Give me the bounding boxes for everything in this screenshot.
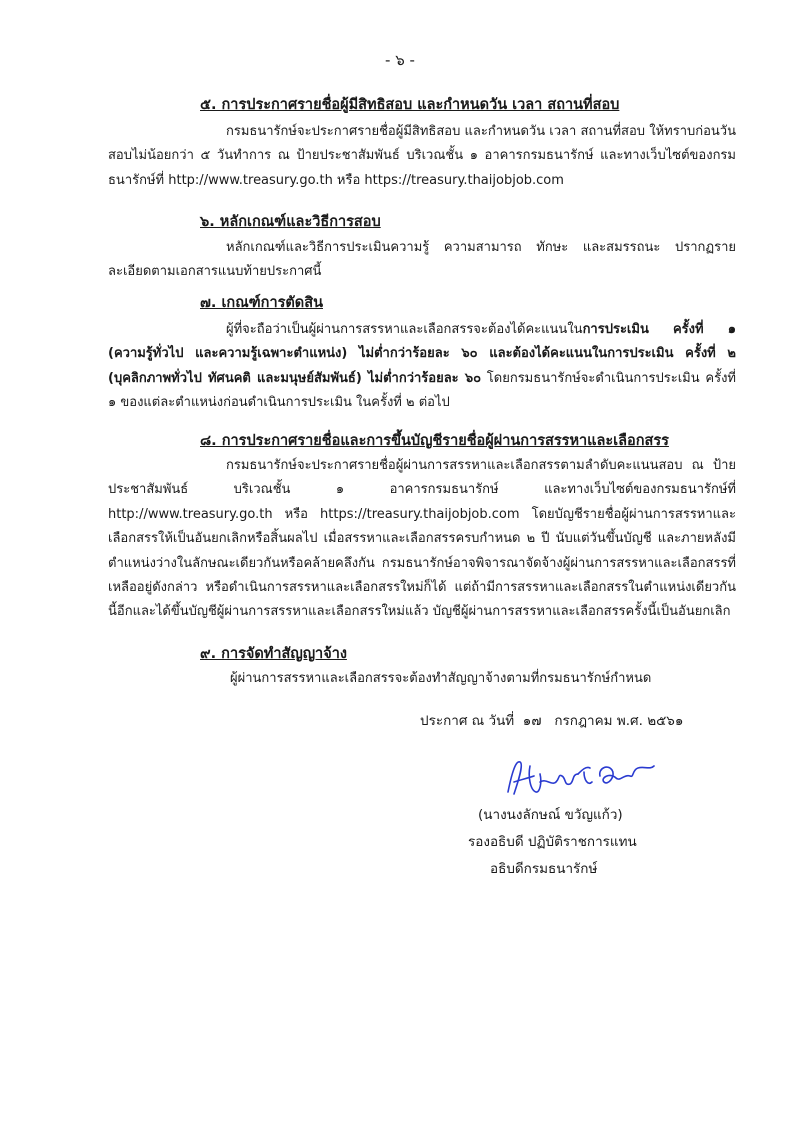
page-number: - ๖ - <box>385 51 415 69</box>
section-6-body: หลักเกณฑ์และวิธีการประเมินความรู้ ความสามารถ ทักษะ และสมรรถนะ ปรากฏรายละเอียดตามเอกสารแนบท้ายประกาศนี้ <box>108 240 736 280</box>
signer-position: รองอธิบดี ปฏิบัติราชการแทน <box>468 834 637 850</box>
section-7-criteria: การประเมิน ครั้งที่ ๑ (ความรู้ทั่วไป และความรู้เฉพาะตำแหน่ง) ไม่ต่ำกว่าร้อยละ ๖๐ และต้องได้คะแนนในการประเมิน ครั้งที่ ๒ (บุคลิกภาพทั่วไป ทัศนคติ และมนุษย์สัมพันธ์) ไม่ต่ำกว่าร้อยละ ๖๐ <box>108 322 736 386</box>
section-8-body: กรมธนารักษ์จะประกาศรายชื่อผู้ผ่านการสรรหาและเลือกสรรตามลำดับคะแนนสอบ ณ ป้ายประชาสัมพันธ์ บริเวณชั้น ๑ อาคารกรมธนารักษ์ และทางเว็บไซต์ของกรมธนารักษ์ที่ http://www.treasury.go.th หรือ https://treasury.thaijobjob.com โดยบัญชีรายชื่อผู้ผ่านการสรรหาและเลือกสรรให้เป็นอันยกเลิกหรือสิ้นผลไป เมื่อสรรหาและเลือกสรรครบกำหนด ๒ ปี นับแต่วันขึ้นบัญชี และภายหลังมีตำแหน่งว่างในลักษณะเดียวกันหรือคล้ายคลึงกัน กรมธนารักษ์อาจพิจารณาจัดจ้างผู้ผ่านการสรรหาและเลือกสรรที่เหลืออยู่ดังกล่าว หรือดำเนินการสรรหาและเลือกสรรใหม่ก็ได้ แต่ถ้ามีการสรรหาและเลือกสรรในตำแหน่งเดียวกันนี้อีกและได้ขึ้นบัญชีผู้ผ่านการสรรหาและเลือกสรรใหม่แล้ว บัญชีผู้ผ่านการสรรหาและเลือกสรรครั้งนี้เป็นอันยกเลิก <box>108 458 736 620</box>
section-7-body-text: ผู้ที่จะถือว่าเป็นผู้ผ่านการสรรหาและเลือกสรรจะต้องได้คะแนนใน <box>226 322 583 337</box>
section-7-heading: ๗. เกณฑ์การตัดสิน <box>200 295 323 311</box>
section-7-body <box>108 318 736 416</box>
section-6-heading: ๖. หลักเกณฑ์และวิธีการสอบ <box>200 214 381 230</box>
section-9-body: ผู้ผ่านการสรรหาและเลือกสรรจะต้องทำสัญญาจ้างตามที่กรมธนารักษ์กำหนด <box>230 671 652 686</box>
signer-office: อธิบดีกรมธนารักษ์ <box>490 861 598 877</box>
signer-name: (นางนงลักษณ์ ขวัญแก้ว) <box>478 807 623 823</box>
section-8-heading: ๘. การประกาศรายชื่อและการขึ้นบัญชีรายชื่อผู้ผ่านการสรรหาและเลือกสรร <box>200 433 669 449</box>
section-9-heading: ๙. การจัดทำสัญญาจ้าง <box>200 646 347 662</box>
section-5-heading: ๕. การประกาศรายชื่อผู้มีสิทธิสอบ และกำหนดวัน เวลา สถานที่สอบ <box>200 97 620 113</box>
section-5-body: กรมธนารักษ์จะประกาศรายชื่อผู้มีสิทธิสอบ และกำหนดวัน เวลา สถานที่สอบ ให้ทราบก่อนวันสอบไม่น้อยกว่า ๕ วันทำการ ณ ป้ายประชาสัมพันธ์ บริเวณชั้น ๑ อาคารกรมธนารักษ์ และทางเว็บไซต์ของกรมธนารักษ์ที่ http://www.treasury.go.th หรือ https://treasury.thaijobjob.com <box>108 124 736 188</box>
section-7-body-text-2: โดยกรมธนารักษ์จะดำเนินการประเมิน ครั้งที่ ๑ ของแต่ละตำแหน่งก่อนดำเนินการประเมิน ในครั้งที่ ๒ ต่อไป <box>108 370 736 411</box>
announcement-date: ประกาศ ณ วันที่ ๑๗ กรกฎาคม พ.ศ. ๒๕๖๑ <box>420 713 684 729</box>
signature-image <box>500 752 660 802</box>
